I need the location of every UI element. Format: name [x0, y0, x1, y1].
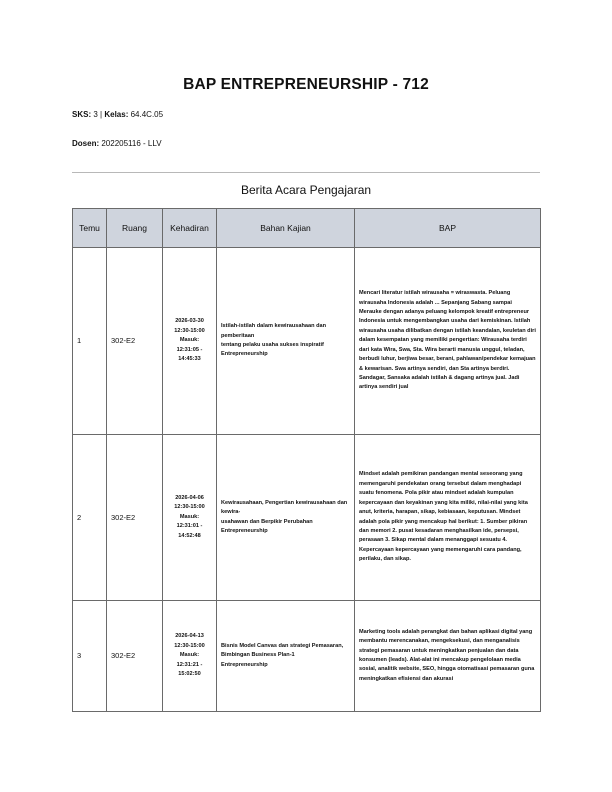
cell-temu: 1	[73, 248, 107, 435]
bahan-line: Kewirausahaan, Pengertian kewirausahaan dan kewira-	[221, 499, 348, 516]
header-bahan-kajian: Bahan Kajian	[217, 209, 355, 248]
cell-temu: 2	[73, 435, 107, 601]
table-row	[73, 248, 541, 435]
kehadiran-masuk-start: 12:31:05 -	[176, 346, 203, 353]
bahan-line: Entrepreneurship	[221, 527, 268, 534]
sks-label: SKS:	[72, 110, 92, 119]
bahan-line: usahawan dan Berpikir Perubahan	[221, 518, 313, 525]
dosen-label: Dosen:	[72, 139, 100, 148]
cell-kehadiran	[163, 601, 217, 712]
meta-separator: |	[100, 110, 103, 119]
table-row	[73, 601, 541, 712]
header-kehadiran: Kehadiran	[163, 209, 217, 248]
cell-bap: Marketing tools adalah perangkat dan bahan aplikasi digital yang membantu merencanakan, mengeksekusi, dan menganalisis strategi pemasaran untuk meningkatkan penjualan dan data konsumen (leads). Alat-alat ini mencakup pengelolaan media sosial, analitik website, SEO, hingga otomatisasi pemasaran guna meningkatkan efisiensi dan akurasi	[355, 601, 541, 712]
table-row	[73, 435, 541, 601]
kehadiran-time: 12:30-15:00	[174, 504, 205, 511]
bahan-line: Bisnis Model Canvas dan strategi Pemasaran, Bimbingan Business Plan-1	[221, 642, 344, 659]
cell-kehadiran	[163, 435, 217, 601]
section-title: Berita Acara Pengajaran	[240, 183, 372, 197]
kehadiran-time: 12:30-15:00	[174, 327, 205, 334]
cell-ruang: 302-E2	[107, 601, 163, 712]
dosen-value: 202205116 - LLV	[101, 139, 162, 148]
kehadiran-date: 2026-04-06	[175, 494, 204, 501]
kehadiran-date: 2026-03-30	[175, 318, 204, 325]
kelas-label: Kelas:	[104, 110, 129, 119]
cell-bahan-kajian	[217, 248, 355, 435]
header-ruang: Ruang	[107, 209, 163, 248]
kehadiran-masuk-end: 14:52:48	[178, 532, 201, 539]
lecturer-meta	[72, 139, 162, 148]
document-title: BAP ENTREPRENEURSHIP - 712	[183, 76, 429, 93]
header-bap: BAP	[355, 209, 541, 248]
cell-bahan-kajian	[217, 601, 355, 712]
kehadiran-masuk-label: Masuk:	[179, 652, 200, 659]
bahan-line: Entrepreneurship	[221, 661, 268, 668]
cell-ruang: 302-E2	[107, 435, 163, 601]
kehadiran-masuk-label: Masuk:	[179, 337, 200, 344]
kehadiran-masuk-start: 12:31:01 -	[176, 523, 203, 530]
cell-temu: 3	[73, 601, 107, 712]
sks-value: 3	[93, 110, 98, 119]
kehadiran-masuk-end: 15:02:50	[178, 671, 201, 678]
bap-table	[72, 208, 541, 712]
table-header-row	[73, 209, 541, 248]
divider	[72, 172, 540, 173]
kehadiran-masuk-label: Masuk:	[179, 513, 200, 520]
header-temu: Temu	[73, 209, 107, 248]
cell-ruang: 302-E2	[107, 248, 163, 435]
kehadiran-time: 12:30-15:00	[174, 642, 205, 649]
bahan-line: Istilah-istilah dalam kewirausahaan dan pemberitaan	[221, 323, 327, 339]
bahan-line: tentang pelaku usaha sukses inspiratif	[221, 342, 324, 348]
bahan-line: Entrepreneurship	[221, 351, 268, 358]
kehadiran-masuk-end: 14:45:33	[178, 356, 201, 363]
kehadiran-masuk-start: 12:31:21 -	[176, 661, 203, 668]
course-meta	[72, 110, 163, 119]
cell-bap: Mindset adalah pemikiran pandangan mental seseorang yang memengaruhi pendekatan orang tersebut dalam menghadapi suatu fenomena. Pola pikir atau mindset adalah kumpulan kepercayaan dan keyakinan yang kita miliki, nilai-nilai yang kita anut, kriteria, harapan, sikap, kebiasaan, keputusan. Mindset adalah pola pikir yang mencakup hal berikut: 1. Sumber pikiran dan memori 2. pusat kesadaran menghasilkan ide, persepsi, perasaan 3. Sikap mental dalam menanggapi sesuatu 4. Kepercayaan kepercayaan yang memengaruhi cara pandang, perilaku, dan sikap.	[355, 435, 541, 601]
kehadiran-date: 2026-04-13	[175, 633, 204, 640]
cell-bahan-kajian	[217, 435, 355, 601]
cell-bap: Mencari literatur istilah wirausaha = wiraswasta. Peluang wirausaha Indonesia adalah ... Sepanjang Sabang sampai Merauke dengan adanya peluang kelompok kreatif entrepreneur Indonesia untuk mengembangkan usaha dari kemiskinan. Istilah wirausaha usaha dilibatkan dengan istilah keandalan, keuletan diri dalam kesempatan yang memiliki pengertian: Wirausaha terdiri dari kata Wira, Swa, Sta. Wira berarti manusia unggul, teladan, berbudi luhur, berjiwa besar, berani, pahlawan/pendekar kemajuan & kewarisan. Swa artinya sendiri, dan Sta artinya berdiri. Sandagar, Sansaka adalah istilah & dagang artinya jual. Jadi artinya sendiri jual	[355, 248, 541, 435]
kelas-value: 64.4C.05	[130, 110, 164, 119]
cell-kehadiran	[163, 248, 217, 435]
